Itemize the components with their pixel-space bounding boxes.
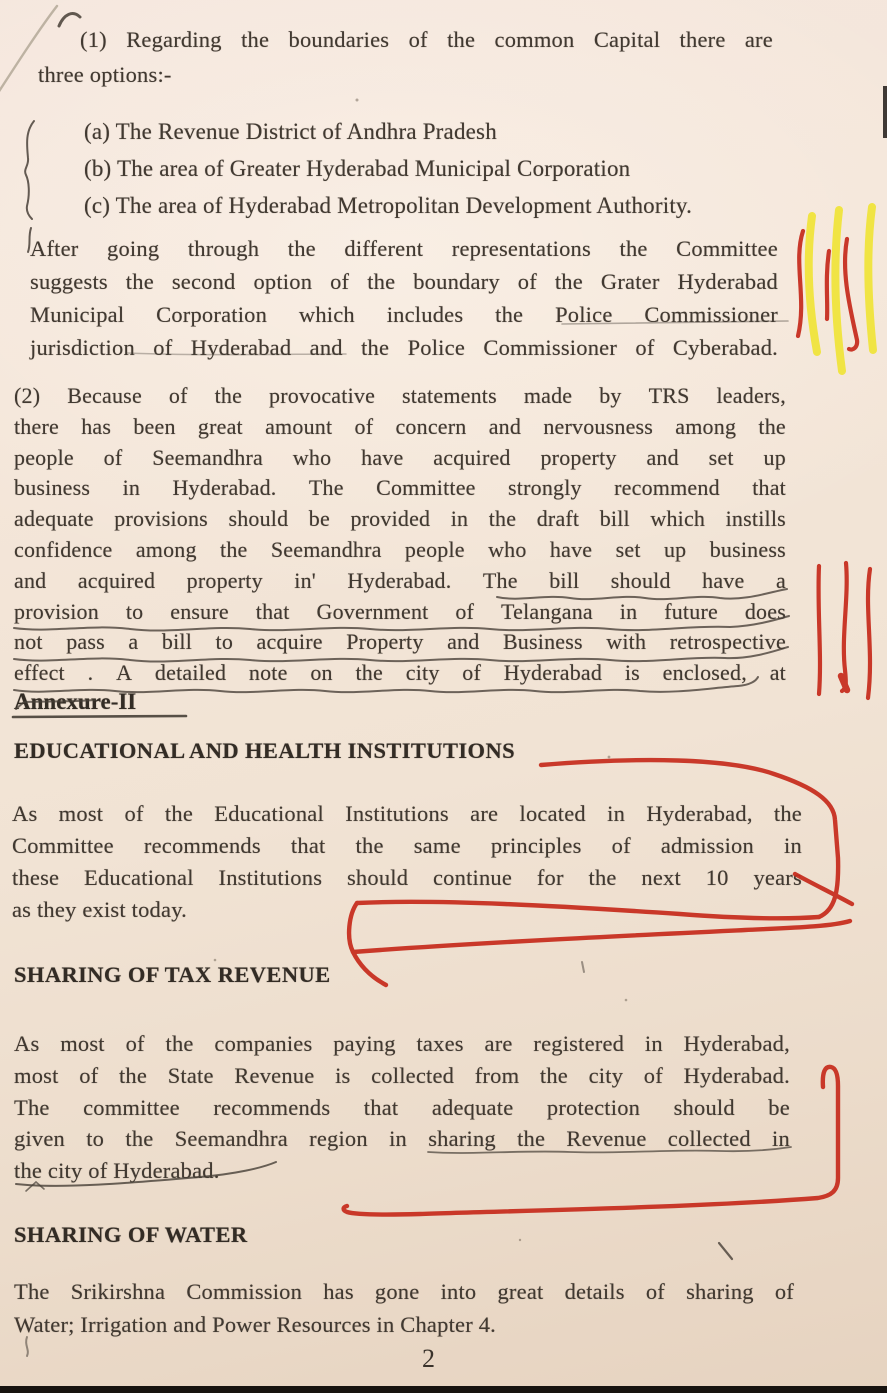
paragraph-educational — [12, 798, 802, 926]
text-line: (2) Because of the provocative statements made by TRS leaders, — [14, 383, 786, 408]
text-line: the city of Hyderabad. — [14, 1158, 220, 1184]
paragraph-1 — [38, 22, 773, 92]
text-line: most of the State Revenue is collected from the city of Hyderabad. — [14, 1062, 790, 1088]
text-line: Committee recommends that the same principles of admission in — [12, 833, 802, 858]
text-line: (c) The area of Hyderabad Metropolitan Development Authority. — [84, 193, 693, 218]
text-line: The Srikirshna Commission has gone into great details of sharing of — [14, 1279, 794, 1304]
text-line: and acquired property in' Hyderabad. The bill should have a — [14, 567, 786, 593]
text-line: After going through the different representations the Committee — [30, 236, 778, 261]
text-line: not pass a bill to acquire Property and Business with retrospective — [14, 629, 786, 655]
text-line: business in Hyderabad. The Committee strongly recommend that — [14, 475, 786, 501]
text-line: people of Seemandhra who have acquired property and set up — [14, 444, 786, 470]
red-margin-strokes-upper — [798, 231, 857, 350]
text-line: adequate provisions should be provided in the draft bill which instills — [14, 506, 786, 532]
red-margin-strokes-lower — [819, 563, 870, 698]
text-line: suggests the second option of the boundary of the Grater Hyderabad — [30, 269, 778, 294]
text-line: confidence among the Seemandhra people who have set up business — [14, 536, 786, 562]
text-line: provision to ensure that Government of Telangana in future does — [14, 598, 786, 624]
page-number: 2 — [422, 1344, 435, 1373]
text-line: (1) Regarding the boundaries of the common Capital there are — [80, 27, 773, 52]
scan-bottom-edge — [0, 1386, 887, 1393]
annexure-reference: Annexure-II — [14, 689, 137, 714]
text-line: given to the Seemandhra region in sharing the Revenue collected in — [14, 1126, 790, 1152]
text-line: Water; Irrigation and Power Resources in Chapter 4. — [14, 1311, 496, 1337]
heading-educational-health: EDUCATIONAL AND HEALTH INSTITUTIONS — [14, 738, 516, 763]
text-line: effect . A detailed note on the city of Hyderabad is enclosed, at — [14, 660, 786, 686]
text-line: (b) The area of Greater Hyderabad Municipal Corporation — [84, 156, 631, 181]
text-line: these Educational Institutions should continue for the next 10 years — [12, 865, 802, 890]
paragraph-committee-suggestion — [30, 232, 778, 364]
text-line: three options:- — [38, 62, 172, 87]
options-list — [84, 113, 784, 224]
text-line: Municipal Corporation which includes the Police Commissioner — [30, 302, 778, 327]
text-line: there has been great amount of concern and nervousness among the — [14, 413, 786, 439]
text-line: (a) The Revenue District of Andhra Pradesh — [84, 119, 497, 144]
text-line: As most of the Educational Institutions are located in Hyderabad, the — [12, 801, 802, 826]
paragraph-sharing-water — [14, 1276, 794, 1341]
text-line: jurisdiction of Hyderabad and the Police Commissioner of Cyberabad. — [30, 335, 778, 360]
yellow-highlighter-strokes — [809, 207, 873, 371]
scan-edge-mark — [883, 86, 887, 138]
text-line: as they exist today. — [12, 897, 188, 922]
heading-sharing-water: SHARING OF WATER — [14, 1222, 248, 1247]
heading-tax-revenue: SHARING OF TAX REVENUE — [14, 962, 331, 987]
paragraph-tax-revenue — [14, 1028, 790, 1187]
text-line: The committee recommends that adequate protection should be — [14, 1094, 790, 1120]
text-line: As most of the companies paying taxes are registered in Hyderabad, — [14, 1031, 790, 1056]
paragraph-2 — [14, 381, 786, 689]
